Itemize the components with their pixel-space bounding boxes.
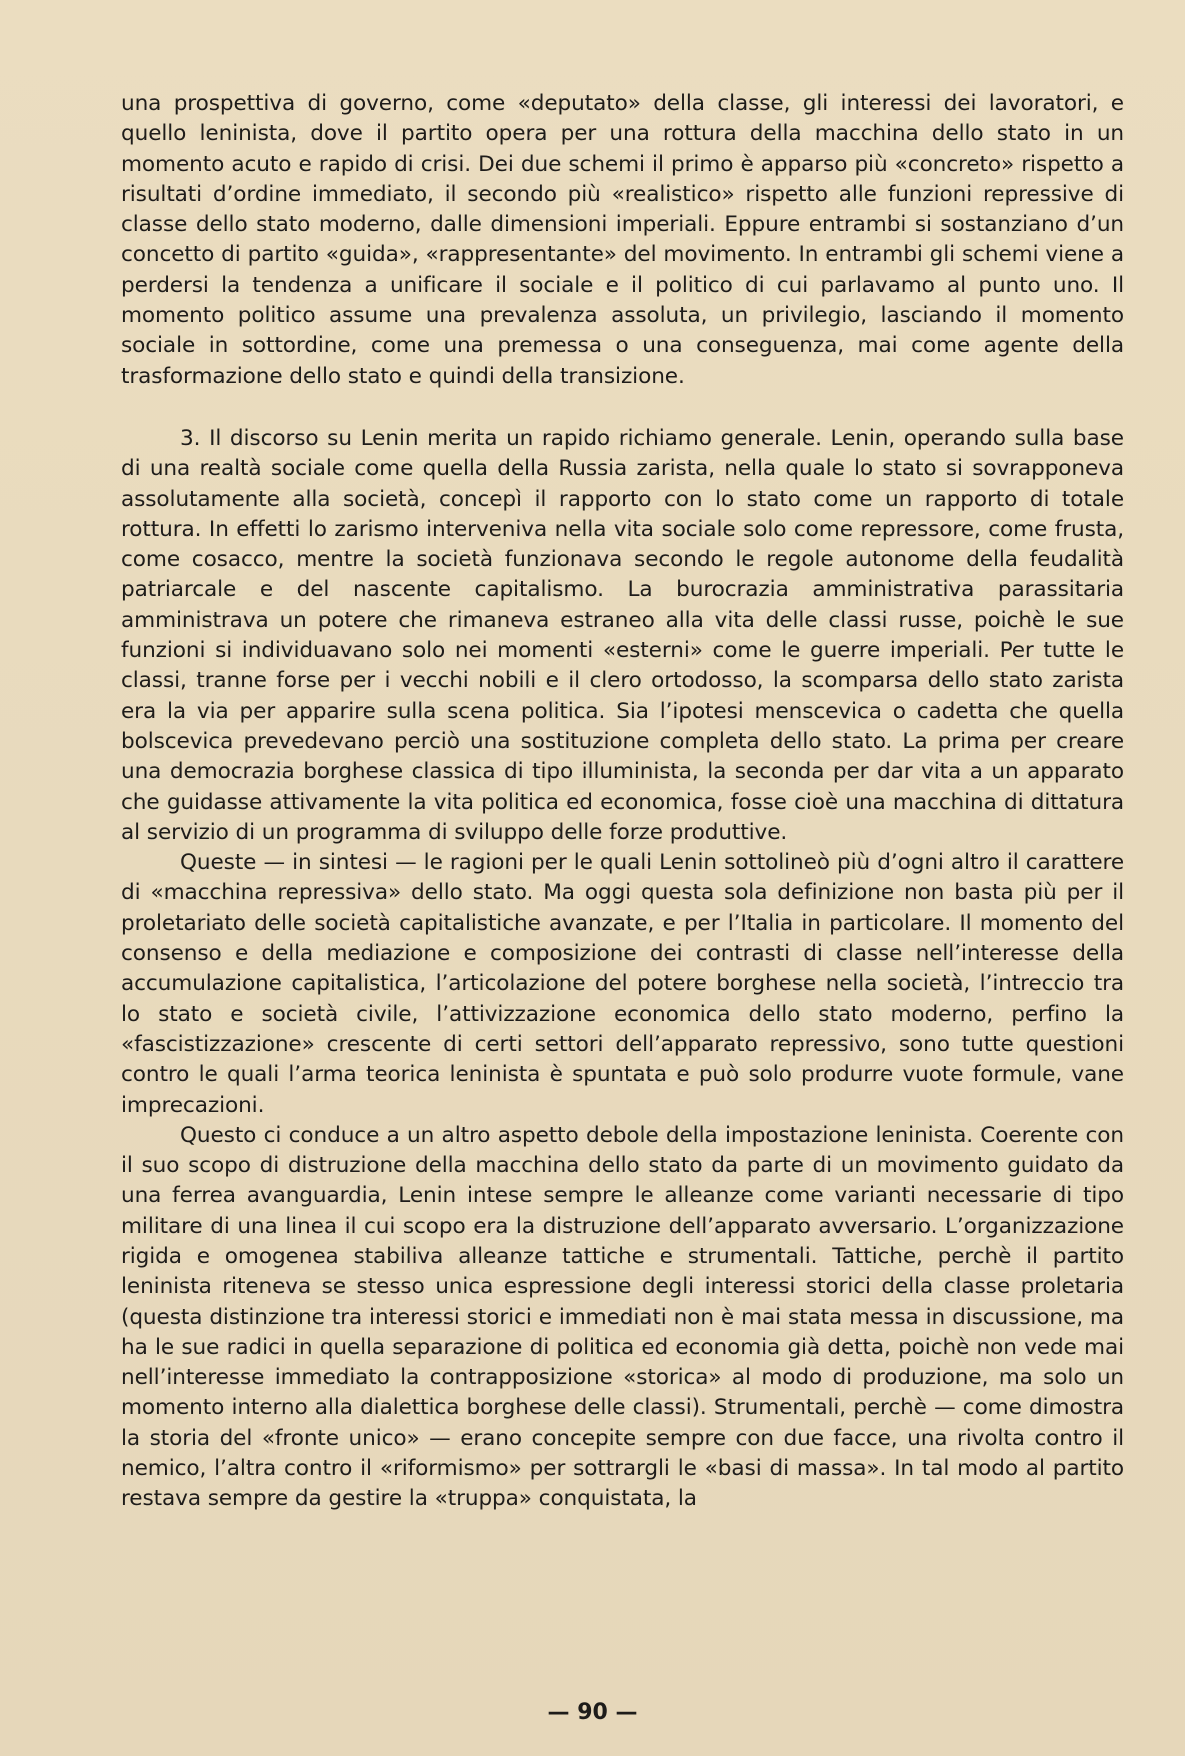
paragraph-continuation: una prospettiva di governo, come «deputato» della classe, gli interessi dei lavoratori, e quello leninista, dove il partito opera per una rottura della macchina dello stato in un momento acuto e rapido di crisi. Dei due schemi il primo è apparso più «concreto» rispetto a risultati d’ordine immediato, il secondo più «realistico» rispetto alle funzioni repressive di classe dello stato moderno, dalle dimensioni imperiali. Eppure entrambi si sostanziano d’un concetto di partito «guida», «rappresentante» del movimento. In entrambi gli schemi viene a perdersi la tendenza a unificare il sociale e il politico di cui parlavamo al punto uno. Il momento politico assume una prevalenza assoluta, un privilegio, lasciando il momento sociale in sottordine, come una premessa o una conseguenza, mai come agente della trasformazione dello stato e quindi della transizione.	[121, 91, 1124, 389]
body-text	[121, 89, 1124, 1515]
paragraph-leninist-alliances: Questo ci conduce a un altro aspetto debole della impostazione leninista. Coerente con il suo scopo di distruzione della macchina dello stato da parte di un movimento guidato da una ferrea avanguardia, Lenin intese sempre le alleanze come varianti necessarie di tipo militare di una linea il cui scopo era la distruzione dell’apparato avversario. L’organizzazione rigida e omogenea stabiliva alleanze tattiche e strumentali. Tattiche, perchè il partito leninista riteneva se stesso unica espressione degli interessi storici della classe proletaria (questa distinzione tra interessi storici e immediati non è mai stata messa in discussione, ma ha le sue radici in quella separazione di politica ed economia già detta, poichè non vede mai nell’interesse immediato la contrapposizione «storica» al modo di produzione, ma solo un momento interno alla dialettica borghese delle classi). Strumentali, perchè — come dimostra la storia del «fronte unico» — erano concepite sempre con due facce, una rivolta contro il nemico, l’altra contro il «riformismo» per sottrargli le «basi di massa». In tal modo al partito restava sempre da gestire la «truppa» conquistata, la	[121, 1122, 1124, 1512]
paragraph-section-3: 3. Il discorso su Lenin merita un rapido richiamo generale. Lenin, operando sulla base di una realtà sociale come quella della Russia zarista, nella quale lo stato si sovrapponeva assolutamente alla società, concepì il rapporto con lo stato come un rapporto di totale rottura. In effetti lo zarismo interveniva nella vita sociale solo come repressore, come frusta, come cosacco, mentre la società funzionava secondo le regole autonome della feudalità patriarcale e del nascente capitalismo. La burocrazia amministrativa parassitaria amministrava un potere che rimaneva estraneo alla vita delle classi russe, poichè le sue funzioni si individuavano solo nei momenti «esterni» come le guerre imperiali. Per tutte le classi, tranne forse per i vecchi nobili e il clero ortodosso, la scomparsa dello stato zarista era la via per apparire sulla scena politica. Sia l’ipotesi menscevica o cadetta che quella bolscevica prevedevano perciò una sostituzione completa dello stato. La prima per creare una democrazia borghese classica di tipo illuminista, la seconda per dar vita a un apparato che guidasse attivamente la vita politica ed economica, fosse cioè una macchina di dittatura al servizio di un programma di sviluppo delle forze produttive.	[121, 425, 1124, 845]
paragraph-lenin-repressive-machine: Queste — in sintesi — le ragioni per le quali Lenin sottolineò più d’ogni altro il carattere di «macchina repressiva» dello stato. Ma oggi questa sola definizione non basta più per il proletariato delle società capitalistiche avanzate, e per l’Italia in particolare. Il momento del consenso e della mediazione e composizione dei contrasti di classe nell’interesse della accumulazione capitalistica, l’articolazione del potere borghese nella società, l’intreccio tra lo stato e società civile, l’attivizzazione economica dello stato moderno, perfino la «fascistizzazione» crescente di certi settori dell’apparato repressivo, sono tutte questioni contro le quali l’arma teorica leninista è spuntata e può solo produrre vuote formule, vane imprecazioni.	[121, 850, 1124, 1118]
page-number: — 90 —	[547, 1700, 638, 1725]
